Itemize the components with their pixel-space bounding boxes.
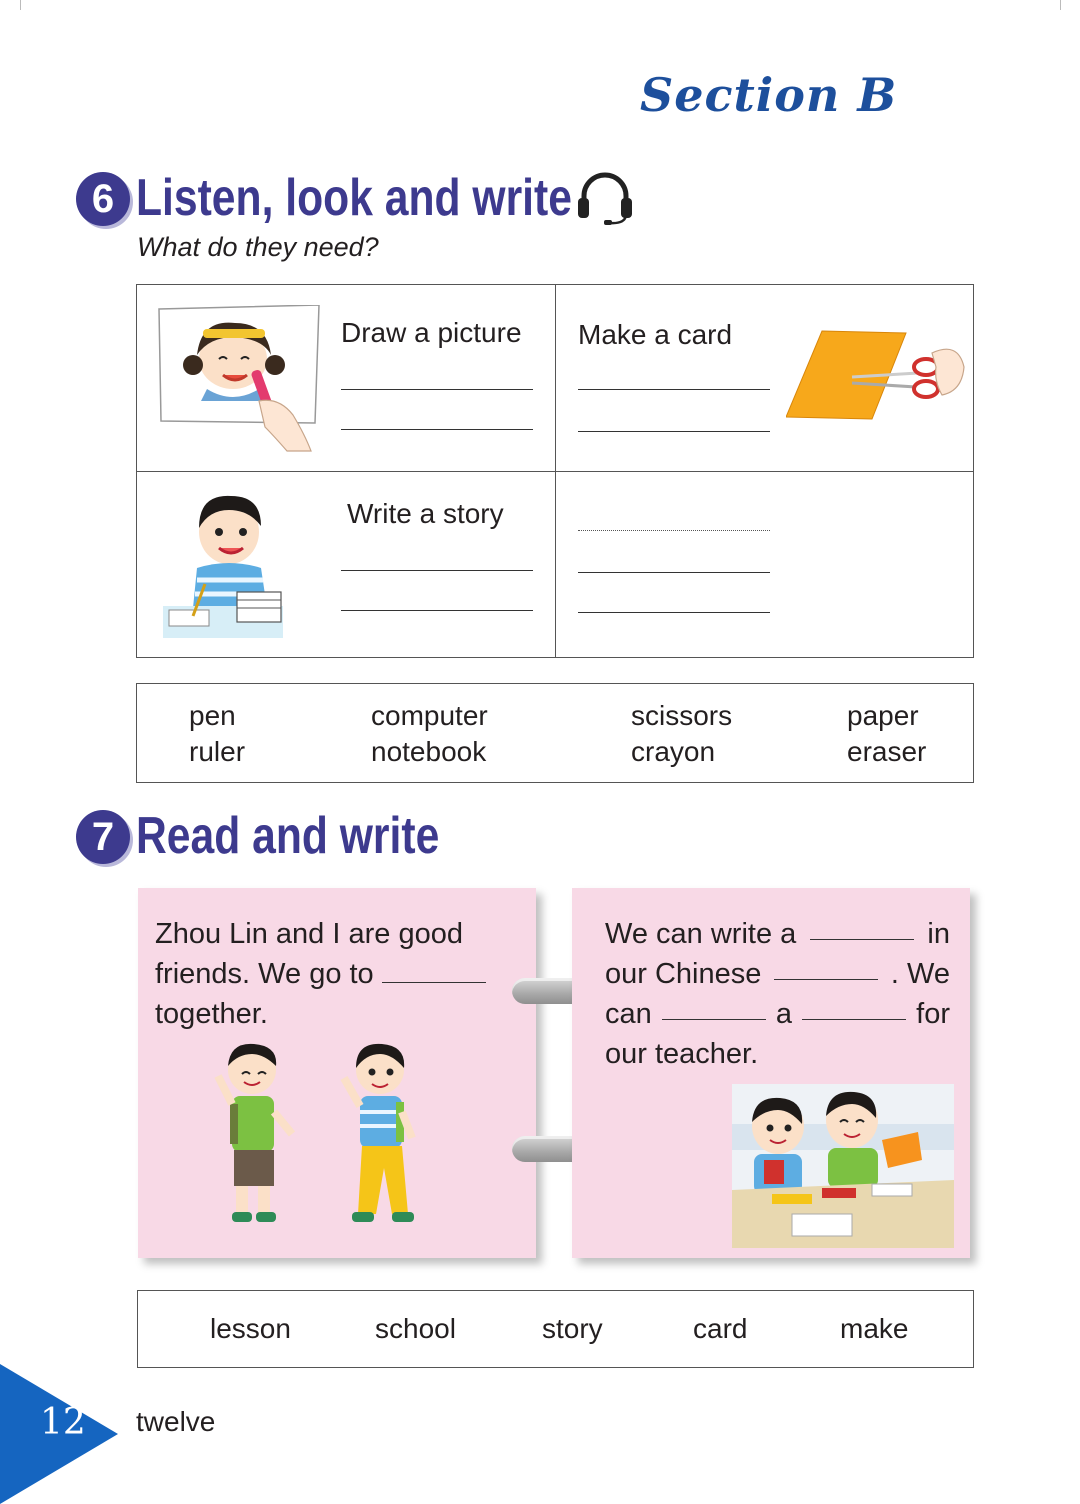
text-fragment: a [775, 998, 793, 1030]
boy-writing-illustration [163, 488, 283, 638]
word: paper [847, 700, 919, 731]
fill-blank[interactable] [382, 957, 486, 983]
crop-mark [20, 0, 21, 10]
card-text [605, 914, 950, 1074]
exercise-title: Read and write [136, 807, 440, 865]
fill-blank[interactable] [662, 994, 766, 1020]
task-cell-blank [556, 472, 974, 658]
word: ruler [189, 736, 246, 767]
answer-line[interactable] [341, 389, 533, 390]
task-cell-story [137, 472, 555, 658]
word-column [189, 698, 245, 770]
text-line [605, 994, 950, 1034]
task-grid [136, 284, 974, 658]
word: computer [371, 700, 488, 731]
text-fragment: our Chinese [605, 958, 762, 990]
exercise-subtitle: What do they need? [137, 232, 379, 262]
word-column [631, 698, 732, 770]
headphones-icon [574, 168, 636, 226]
text-fragment: can [605, 998, 652, 1030]
text-line [605, 954, 950, 994]
word-column [847, 698, 926, 770]
text-fragment: friends. We go to [155, 958, 374, 990]
word-bank-7 [137, 1290, 974, 1368]
answer-line[interactable] [341, 570, 533, 571]
exercise-title: Listen, look and write [136, 169, 572, 227]
boys-making-cards-illustration [732, 1084, 954, 1248]
task-label: Write a story [347, 498, 504, 529]
page-number-word: twelve [136, 1406, 216, 1437]
exercise-number: 6 [76, 172, 130, 226]
word: story [542, 1313, 603, 1344]
word: crayon [631, 736, 716, 767]
word: lesson [210, 1313, 291, 1344]
answer-line[interactable] [341, 429, 533, 430]
text-line: our teacher. [605, 1038, 759, 1070]
word-column [371, 698, 488, 770]
word: card [693, 1313, 748, 1344]
task-label: Make a card [578, 319, 733, 350]
fill-blank[interactable] [774, 954, 878, 980]
text-line [155, 954, 525, 994]
text-line: together. [155, 998, 268, 1030]
task-label: Draw a picture [341, 317, 522, 348]
task-name-line[interactable] [578, 530, 770, 531]
girl-drawing-illustration [155, 305, 323, 453]
two-boys-walking-illustration [212, 1042, 452, 1232]
fill-blank[interactable] [802, 994, 906, 1020]
text-fragment: in [927, 918, 950, 950]
word: scissors [631, 700, 733, 731]
word: notebook [371, 736, 487, 767]
word: school [375, 1313, 456, 1344]
word: eraser [847, 736, 927, 767]
text-line: Zhou Lin and I are good [155, 918, 463, 950]
text-line [605, 914, 950, 954]
card-text [155, 914, 525, 1034]
word: make [840, 1313, 909, 1344]
exercise-number: 7 [76, 810, 130, 864]
answer-line[interactable] [341, 610, 533, 611]
answer-line[interactable] [578, 389, 770, 390]
fill-blank[interactable] [810, 914, 914, 940]
answer-line[interactable] [578, 612, 770, 613]
crop-mark [1060, 0, 1061, 10]
text-fragment: . We [890, 958, 950, 990]
page-number: 12 [40, 1402, 86, 1443]
answer-line[interactable] [578, 572, 770, 573]
story-card-left [138, 888, 536, 1258]
word: pen [189, 700, 236, 731]
text-fragment: We can write a [605, 918, 797, 950]
task-cell-draw [137, 285, 555, 471]
text-fragment: for [916, 998, 950, 1030]
story-card-right [572, 888, 970, 1258]
word-bank-6 [136, 683, 974, 783]
task-cell-card [556, 285, 974, 471]
section-title: Section B [640, 68, 898, 122]
paper-scissors-illustration [786, 327, 966, 423]
answer-line[interactable] [578, 431, 770, 432]
